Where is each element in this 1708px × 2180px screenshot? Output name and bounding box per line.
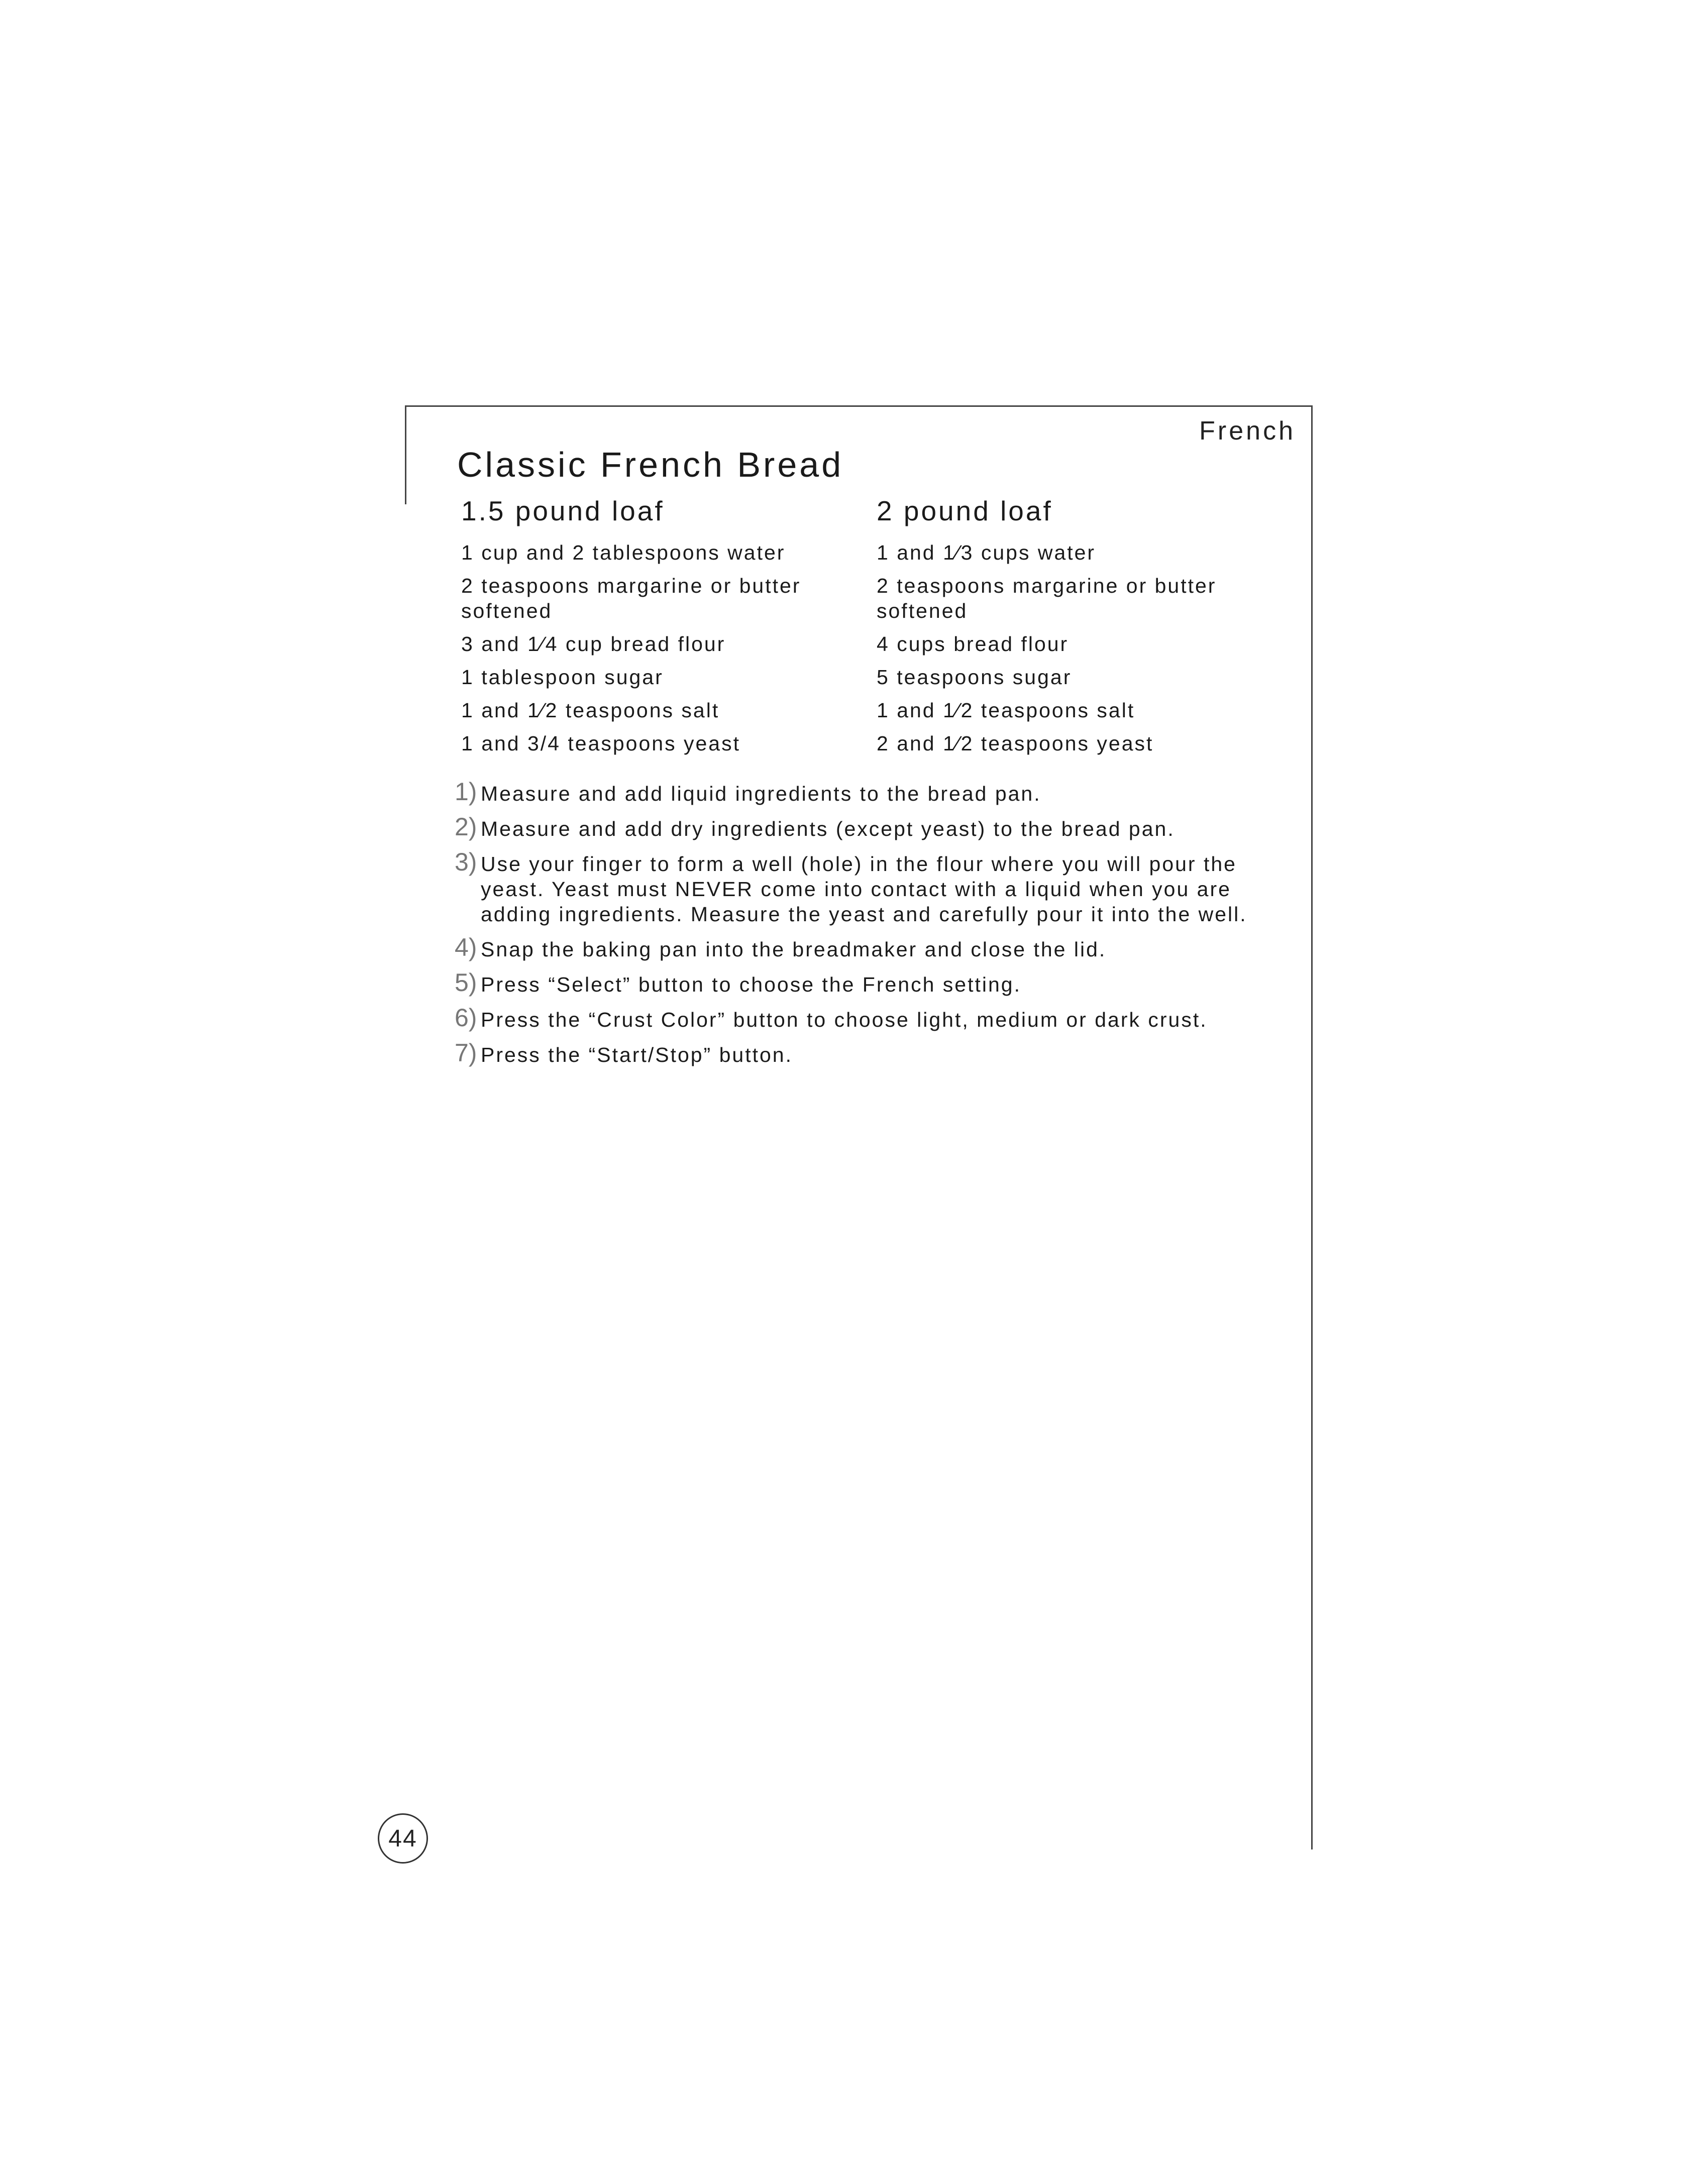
ingredient-item: 1 and 3/4 teaspoons yeast (461, 732, 740, 755)
step-number: 7) (455, 1039, 477, 1067)
page-number-badge (378, 1813, 428, 1864)
step-number: 5) (455, 968, 477, 997)
step-text: Snap the baking pan into the breadmaker and close the lid. (481, 938, 1107, 961)
frame-left-rule (405, 405, 406, 504)
column-heading: 1.5 pound loaf (461, 495, 665, 526)
ingredient-item: 2 and 1⁄2 teaspoons yeast (877, 732, 1154, 755)
recipe-title: Classic French Bread (457, 445, 844, 484)
instruction-step (455, 778, 1284, 806)
ingredient-item: 1 and 1⁄3 cups water (877, 541, 1096, 564)
frame-right-rule (1311, 405, 1313, 1849)
instruction-step (455, 1039, 1284, 1067)
ingredient-item: 5 teaspoons sugar (877, 666, 1072, 689)
instruction-step (455, 813, 1284, 841)
step-number: 3) (455, 848, 477, 876)
step-text: Use your finger to form a well (hole) in the flour where you will pour the yeast. Yeast must NEVER come into contact with a liquid when you are adding ingredients. Measure the yeast and carefully pour it into the well. (481, 852, 1247, 926)
instruction-step (455, 933, 1284, 962)
column-heading: 2 pound loaf (877, 495, 1053, 526)
step-text: Press the “Start/Stop” button. (481, 1043, 793, 1066)
step-number: 2) (455, 813, 477, 841)
ingredient-item: 2 teaspoons margarine or butter softened (877, 574, 1217, 622)
instruction-steps (455, 778, 1284, 1077)
step-number: 4) (455, 933, 477, 961)
step-number: 1) (455, 778, 477, 806)
step-text: Measure and add dry ingredients (except yeast) to the bread pan. (481, 817, 1175, 840)
ingredients-column-small-loaf (461, 496, 863, 764)
step-text: Press “Select” button to choose the French setting. (481, 973, 1021, 996)
instruction-step (455, 1004, 1284, 1032)
instruction-step (455, 848, 1284, 927)
ingredients-column-large-loaf (877, 496, 1278, 764)
step-text: Measure and add liquid ingredients to the bread pan. (481, 782, 1041, 805)
page-number: 44 (388, 1825, 417, 1852)
ingredient-item: 1 and 1⁄2 teaspoons salt (877, 699, 1135, 722)
frame-top-rule (405, 405, 1313, 407)
step-text: Press the “Crust Color” button to choose light, medium or dark crust. (481, 1008, 1208, 1031)
ingredient-item: 1 tablespoon sugar (461, 666, 664, 689)
ingredient-item: 2 teaspoons margarine or butter softened (461, 574, 801, 622)
ingredient-item: 1 cup and 2 tablespoons water (461, 541, 786, 564)
section-label: French (1199, 416, 1296, 446)
ingredient-item: 4 cups bread flour (877, 632, 1069, 656)
step-number: 6) (455, 1004, 477, 1032)
instruction-step (455, 968, 1284, 997)
ingredient-item: 1 and 1⁄2 teaspoons salt (461, 699, 720, 722)
ingredient-item: 3 and 1⁄4 cup bread flour (461, 632, 726, 656)
